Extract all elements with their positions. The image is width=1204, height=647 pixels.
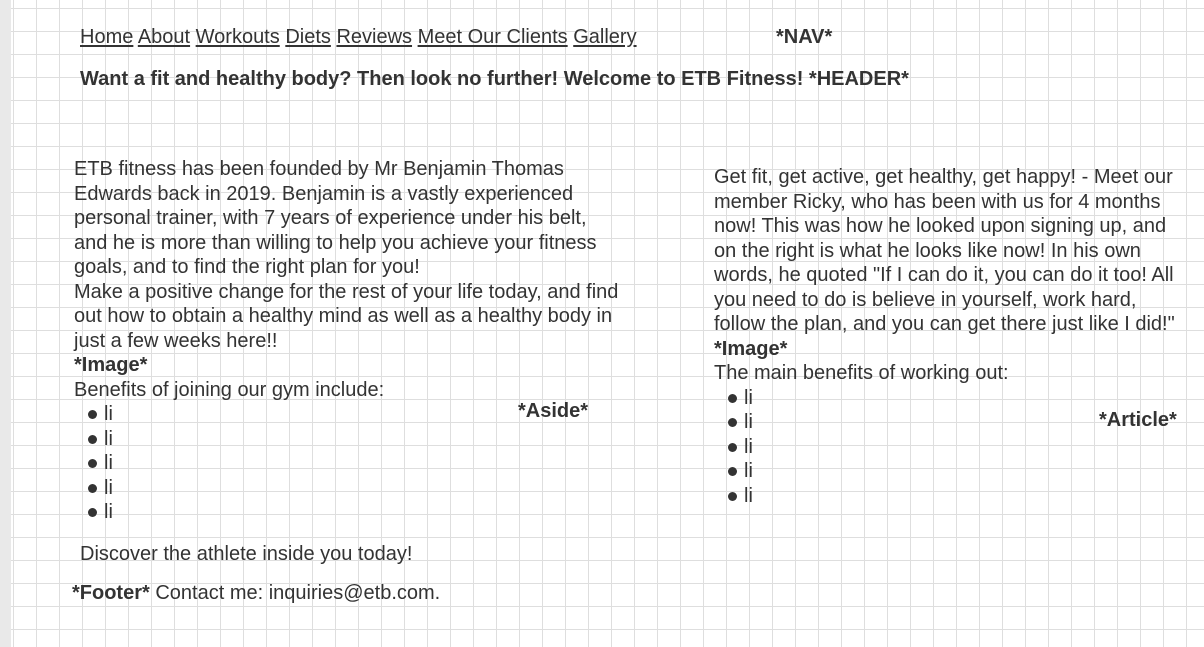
nav-link-diets[interactable]: Diets — [285, 26, 331, 48]
list-item: li — [104, 500, 622, 525]
article-text: Get fit, get active, get healthy, get happy! - Meet our member Ricky, who has been with us for 4 months now! This was how he looked upon signing up, and on the right is what he looks like now! In his own words, he quoted "If I can do it, you can do it too! All you need to do is believe in yourself, work hard, follow the plan, and you can get there just like I did!" — [714, 166, 1175, 335]
nav-section-tag: *NAV* — [776, 26, 833, 48]
nav-link-about[interactable]: About — [137, 26, 191, 48]
footer-section-tag: *Footer* — [72, 582, 150, 604]
article-benefits-list — [714, 386, 1184, 509]
page-footer — [72, 582, 440, 605]
list-item: li — [744, 410, 1184, 435]
aside-intro-2: Make a positive change for the rest of your life today, and find out how to obtain a healthy mind as well as a healthy body in just a few weeks here!! — [74, 280, 619, 352]
nav-link-reviews[interactable]: Reviews — [336, 26, 413, 48]
nav-link-workouts[interactable]: Workouts — [195, 26, 280, 48]
article-section-tag: *Article* — [1099, 409, 1177, 431]
list-item: li — [104, 476, 622, 501]
aside-section — [74, 157, 622, 525]
nav-link-meet-our-clients[interactable]: Meet Our Clients — [417, 26, 568, 48]
left-rail — [0, 0, 11, 647]
list-item: li — [744, 459, 1184, 484]
list-item: li — [744, 435, 1184, 460]
nav-link-home[interactable]: Home — [80, 26, 134, 48]
aside-section-tag: *Aside* — [518, 400, 589, 422]
article-image-placeholder: *Image* — [714, 337, 788, 360]
aside-image-placeholder: *Image* — [74, 354, 148, 376]
aside-list-title: Benefits of joining our gym include: — [74, 378, 385, 401]
header-text: Want a fit and healthy body? Then look no further! Welcome to ETB Fitness! — [80, 68, 804, 90]
page-header — [80, 68, 909, 91]
list-item: li — [744, 484, 1184, 509]
list-item: li — [104, 451, 622, 476]
article-list-title: The main benefits of working out: — [714, 362, 1009, 384]
list-item: li — [104, 402, 622, 427]
list-item: li — [744, 386, 1184, 411]
footer-contact: Contact me: inquiries@etb.com. — [155, 582, 441, 604]
nav-bar — [80, 26, 637, 49]
header-section-tag: *HEADER* — [808, 68, 909, 90]
list-item: li — [104, 427, 622, 452]
nav-link-gallery[interactable]: Gallery — [573, 26, 637, 48]
aside-intro: ETB fitness has been founded by Mr Benjamin Thomas Edwards back in 2019. Benjamin is a vastly experienced personal trainer, with 7 years of experience under his belt, and he is more than willing to help you achieve your fitness goals, and to find the right plan for you! — [74, 158, 597, 278]
article-section — [714, 165, 1184, 508]
discover-text: Discover the athlete inside you today! — [80, 543, 413, 565]
